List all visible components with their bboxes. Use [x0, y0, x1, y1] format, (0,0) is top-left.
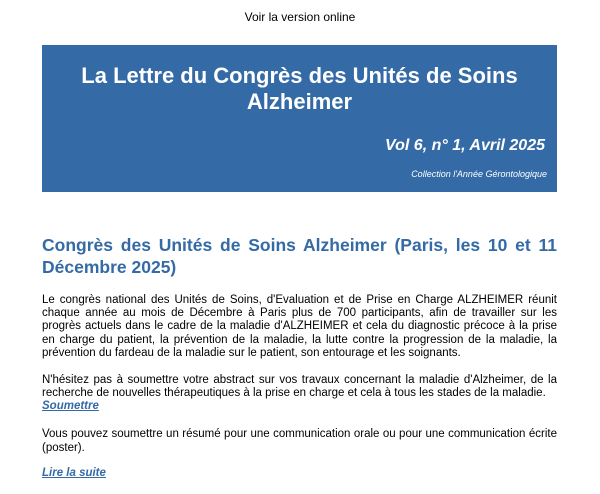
newsletter-banner: [42, 45, 557, 192]
read-more-link[interactable]: Lire la suite: [42, 466, 106, 479]
submit-link[interactable]: Soumettre: [42, 400, 99, 413]
article: [42, 234, 557, 480]
article-paragraph-submit: N'hésitez pas à soumettre votre abstract sur vos travaux concernant la maladie d'Alzheimer, de la recherche de nouvelles thérapeutiques à la prise en charge et cela à tous les stades de la maladie.: [42, 374, 557, 400]
newsletter-title: La Lettre du Congrès des Unités de Soins Alzheimer: [81, 63, 518, 114]
view-online-link[interactable]: Voir la version online: [244, 10, 356, 24]
collection-label: Collection l'Année Gérontologique: [411, 169, 547, 179]
article-paragraph-communication: Vous pouvez soumettre un résumé pour une communication orale ou pour une communication écrite (poster).: [42, 428, 557, 454]
issue-volume: Vol 6, n° 1, Avril 2025: [385, 137, 545, 154]
article-paragraph-intro: Le congrès national des Unités de Soins, d'Evaluation et de Prise en Charge ALZHEIMER réunit chaque année au mois de Décembre à Paris plus de 700 participants, afin de travailler sur les progrès actuels dans le cadre de la maladie d'ALZHEIMER et cela du diagnostic précoce à la prise en charge du patient, la prévention de la maladie, la lutte contre la progression de la maladie, la prévention du fardeau de la maladie sur le patient, son entourage et les soignants.: [42, 294, 557, 359]
article-heading: Congrès des Unités de Soins Alzheimer (Paris, les 10 et 11 Décembre 2025): [42, 235, 557, 277]
